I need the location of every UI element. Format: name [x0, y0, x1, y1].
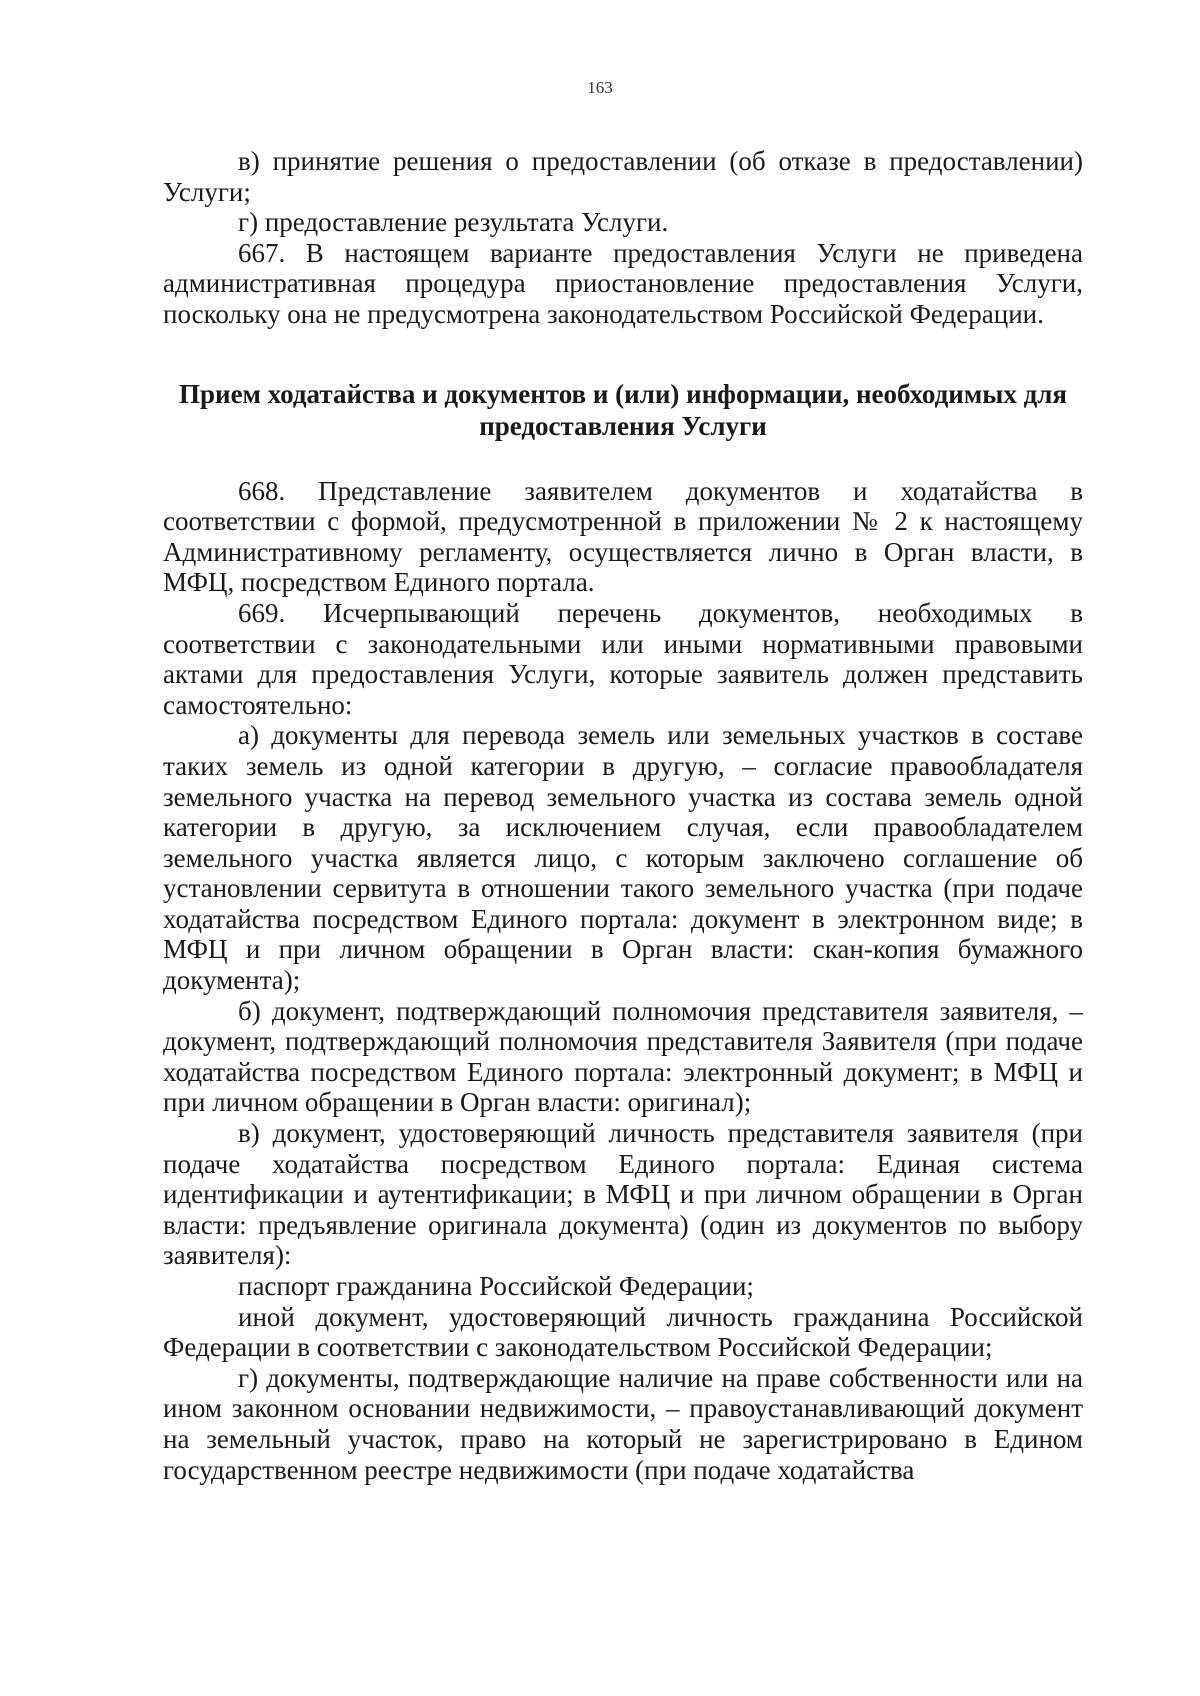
paragraph-item-g: г) предоставление результата Услуги. [238, 207, 669, 238]
paragraph-667: 667. В настоящем варианте предоставления Услуги не приведена административная процедура приостановление предоставления Услуги, поскольку она не предусмотрена законодательством Российской Федерации. [163, 237, 1083, 329]
paragraph-item-b: б) документ, подтверждающий полномочия представителя заявителя, – документ, подтверждающий полномочия представителя Заявителя (при подаче ходатайства посредством Единого портала: электронный документ; в МФЦ и при личном обращении в Орган власти: оригинал); [163, 995, 1083, 1118]
page-number: 163 [587, 78, 613, 97]
paragraph-item-v2: в) документ, удостоверяющий личность представителя заявителя (при подаче ходатайства посредством Единого портала: Единая система идентификации и аутентификации; в МФЦ и при личном обращении в Орган власти: предъявление оригинала документа) (один из документов по выбору заявителя): [163, 1118, 1083, 1271]
paragraph-item-v: в) принятие решения о предоставлении (об отказе в предоставлении) Услуги; [163, 146, 1083, 207]
paragraph-669: 669. Исчерпывающий перечень документов, необходимых в соответствии с законодательными или иными нормативными правовыми актами для предоставления Услуги, которые заявитель должен представить самостоятельно: [163, 597, 1083, 720]
section-heading: Прием ходатайства и документов и (или) информации, необходимых для предоставления Услуги [179, 378, 1067, 441]
paragraph-668: 668. Представление заявителем документов и ходатайства в соответствии с формой, предусмотренной в приложении № 2 к настоящему Административному регламенту, осуществляется лично в Орган власти, в МФЦ, посредством Единого портала. [163, 475, 1083, 598]
paragraph-passport: паспорт гражданина Российской Федерации; [238, 1271, 754, 1301]
paragraph-item-a: а) документы для перевода земель или земельных участков в составе таких земель из одной категории в другую, – согласие правообладателя земельного участка на перевод земельного участка из состава земель одной категории в другую, за исключением случая, если правообладателем земельного участка является лицо, с которым заключено соглашение об установлении сервитута в отношении такого земельного участка (при подаче ходатайства посредством Единого портала: документ в электронном виде; в МФЦ и при личном обращении в Орган власти: скан-копия бумажного документа); [163, 720, 1083, 996]
paragraph-other-id: иной документ, удостоверяющий личность гражданина Российской Федерации в соответствии с законодательством Российской Федерации; [163, 1301, 1083, 1363]
paragraph-item-g2: г) документы, подтверждающие наличие на праве собственности или на ином законном основании недвижимости, – правоустанавливающий документ на земельный участок, право на который не зарегистрировано в Едином государственном реестре недвижимости (при подаче ходатайства [163, 1362, 1083, 1485]
document-body [163, 146, 1083, 1485]
